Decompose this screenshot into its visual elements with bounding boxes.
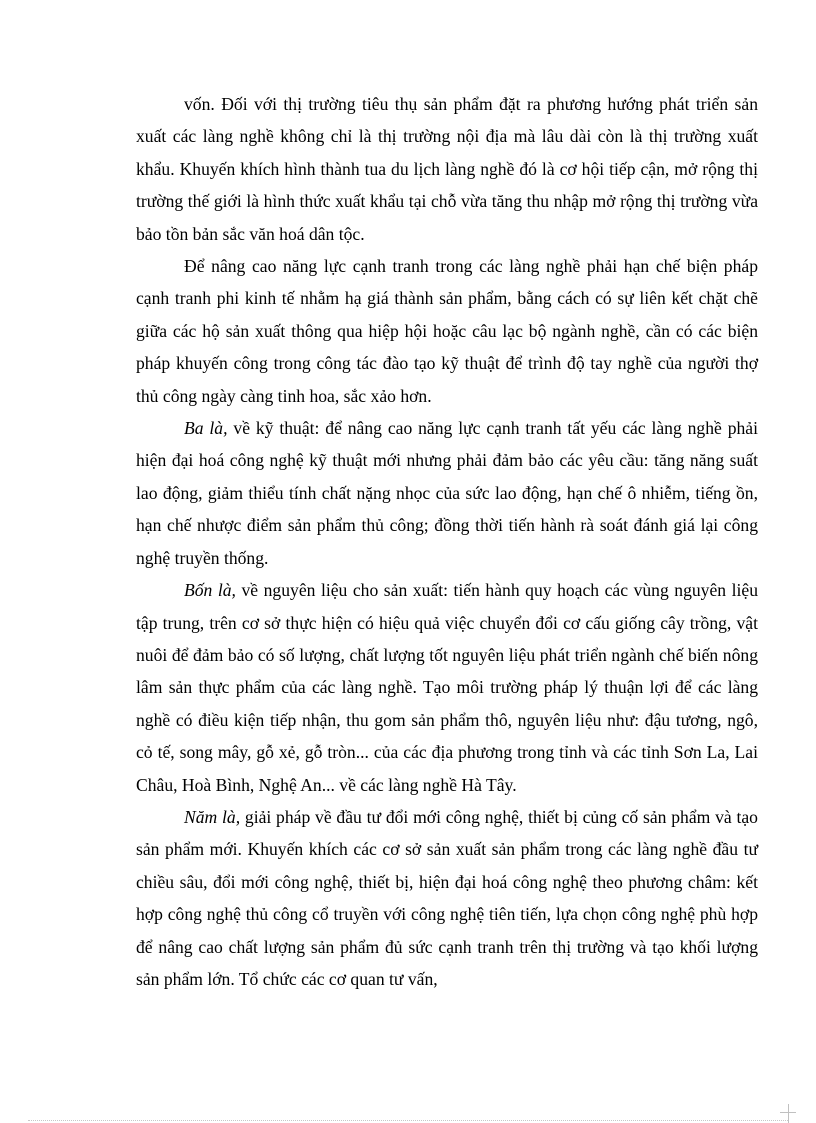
- paragraph-raw-materials: [136, 574, 758, 801]
- paragraph-competitiveness: [136, 250, 758, 412]
- paragraph-text: về nguyên liệu cho sản xuất: tiến hành quy hoạch các vùng nguyên liệu tập trung, trên cơ sở thực hiện có hiệu quả việc chuyển đổi cơ cấu giống cây trồng, vật nuôi để đảm bảo có số lượng, chất lượng tốt nguyên liệu phát triển ngành chế biến nông lâm sản thực phẩm của các làng nghề. Tạo môi trường pháp lý thuận lợi để các làng nghề có điều kiện tiếp nhận, thu gom sản phẩm thô, nguyên liệu như: đậu tương, ngô, cỏ tế, song mây, gỗ xẻ, gỗ tròn... của các địa phương trong tỉnh và các tỉnh Sơn La, Lai Châu, Hoà Bình, Nghệ An... về các làng nghề Hà Tây.: [136, 580, 758, 795]
- paragraph-technology: [136, 412, 758, 574]
- paragraph-lead: Ba là,: [184, 418, 228, 439]
- paragraph-text: giải pháp về đầu tư đổi mới công nghệ, thiết bị củng cố sản phẩm và tạo sản phẩm mới. Khuyến khích các cơ sở sản xuất sản phẩm trong các làng nghề đầu tư chiều sâu, đổi mới công nghệ, thiết bị, hiện đại hoá công nghệ theo phương châm: kết hợp công nghệ thủ công cổ truyền với công nghệ tiên tiến, lựa chọn công nghệ phù hợp để nâng cao chất lượng sản phẩm đủ sức cạnh tranh trên thị trường và tạo khối lượng sản phẩm lớn. Tổ chức các cơ quan tư vấn,: [136, 806, 758, 989]
- crop-mark-vertical: [788, 1104, 789, 1123]
- paragraph-text: vốn. Đối với thị trường tiêu thụ sản phẩm đặt ra phương hướng phát triển sản xuất các làng nghề không chỉ là thị trường nội địa mà lâu dài còn là thị trường xuất khẩu. Khuyến khích hình thành tua du lịch làng nghề đó là cơ hội tiếp cận, mở rộng thị trường thế giới là hình thức xuất khẩu tại chỗ vừa tăng thu nhập mở rộng thị trường vừa bảo tồn bản sắc văn hoá dân tộc.: [136, 94, 758, 244]
- paragraph-text: về kỹ thuật: để nâng cao năng lực cạnh tranh tất yếu các làng nghề phải hiện đại hoá công nghệ kỹ thuật mới nhưng phải đảm bảo các yêu cầu: tăng năng suất lao động, giảm thiểu tính chất nặng nhọc của sức lao động, hạn chế ô nhiễm, tiếng ồn, hạn chế nhược điểm sản phẩm thủ công; đồng thời tiến hành rà soát đánh giá lại công nghệ truyền thống.: [136, 418, 758, 568]
- page-bottom-rule: [28, 1120, 788, 1121]
- paragraph-investment: [136, 801, 758, 995]
- crop-mark-horizontal: [780, 1112, 796, 1113]
- paragraph-lead: Bốn là,: [184, 580, 236, 601]
- paragraph-lead: Năm là,: [184, 806, 241, 827]
- paragraph-text: Để nâng cao năng lực cạnh tranh trong các làng nghề phải hạn chế biện pháp cạnh tranh phi kinh tế nhằm hạ giá thành sản phẩm, bằng cách có sự liên kết chặt chẽ giữa các hộ sản xuất thông qua hiệp hội hoặc câu lạc bộ ngành nghề, cần có các biện pháp khuyến công trong công tác đào tạo kỹ thuật để trình độ tay nghề của người thợ thủ công ngày càng tinh hoa, sắc xảo hơn.: [136, 256, 758, 406]
- document-body: [136, 88, 758, 995]
- paragraph-market: [136, 88, 758, 250]
